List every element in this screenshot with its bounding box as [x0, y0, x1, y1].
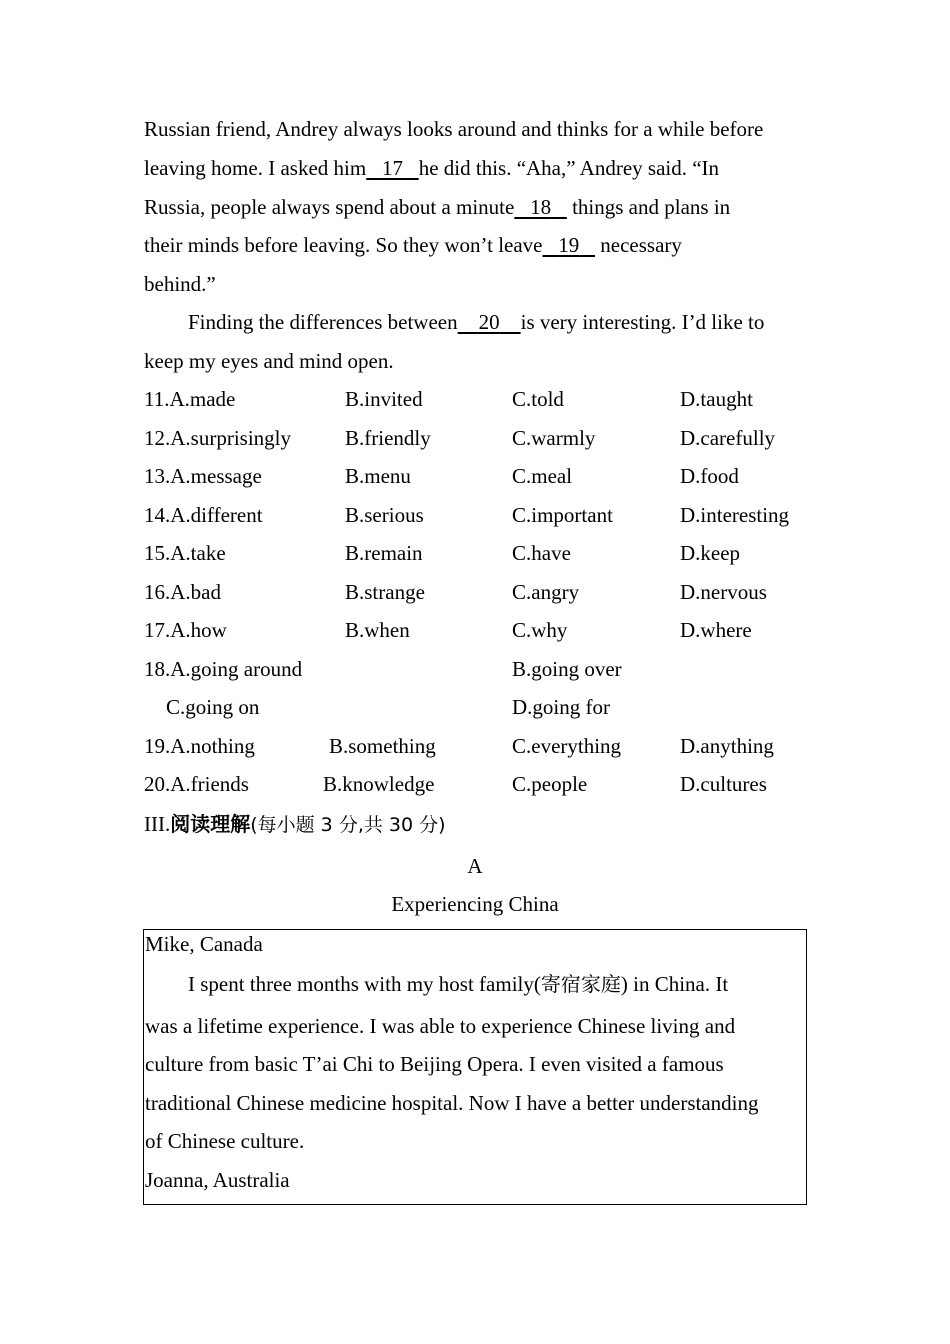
option-a: 20.A.friends [144, 772, 249, 796]
passage-title: Experiencing China [391, 892, 559, 916]
author-header-mike: Mike, Canada [145, 932, 263, 956]
option-c: C.everything [512, 734, 622, 758]
option-d: D.anything [680, 734, 774, 758]
option-c: C.angry [512, 580, 580, 604]
option-b: B.remain [345, 541, 423, 565]
passage-line-7: keep my eyes and mind open. [144, 349, 394, 373]
option-b: B.knowledge [323, 772, 435, 796]
box-text-chinese: 寄宿家庭 [540, 972, 621, 996]
option-a: 19.A.nothing [144, 734, 255, 758]
passage-text: he did this. “Aha,” Andrey said. “In [418, 156, 720, 180]
passage-text: leaving home. I asked him [144, 156, 367, 180]
passage-text: is very interesting. I’d like to [520, 310, 765, 334]
option-d: D.where [680, 618, 752, 642]
part-label: A [467, 854, 483, 878]
author-header-joanna: Joanna, Australia [145, 1168, 290, 1192]
mike-line-4: traditional Chinese medicine hospital. Now I have a better understanding [145, 1091, 759, 1115]
option-b: B.friendly [345, 426, 431, 450]
section-heading [144, 812, 446, 837]
section-number: III. [144, 812, 171, 836]
option-a: 11.A.made [144, 387, 236, 411]
option-d: D.carefully [680, 426, 776, 450]
passage-line-4 [144, 233, 682, 257]
option-a: 14.A.different [144, 503, 263, 527]
passage-line-2 [144, 156, 719, 180]
option-b: B.serious [345, 503, 424, 527]
blank-19 [543, 233, 596, 257]
mike-line-1 [188, 972, 728, 996]
passage-line-5: behind.” [144, 272, 216, 296]
blank-18 [514, 195, 567, 219]
option-c: C.told [512, 387, 564, 411]
option-a: 18.A.going around [144, 657, 303, 681]
box-text: I spent three months with my host family( [188, 972, 541, 996]
blank-17 [366, 156, 419, 180]
section-score: (每小题 3 分,共 30 分) [250, 814, 446, 836]
option-d: D.keep [680, 541, 741, 565]
passage-line-3 [144, 195, 730, 219]
passage-text: Finding the differences between [188, 310, 458, 334]
option-b: B.when [345, 618, 410, 642]
option-b: B.something [329, 734, 436, 758]
option-a: 17.A.how [144, 618, 227, 642]
option-c: C.people [512, 772, 588, 796]
mike-line-3: culture from basic T’ai Chi to Beijing Opera. I even visited a famous [145, 1052, 724, 1076]
option-c: C.have [512, 541, 571, 565]
passage-text: their minds before leaving. So they won’t leave [144, 233, 543, 257]
option-d: D.food [680, 464, 739, 488]
option-d: D.going for [512, 695, 610, 719]
option-b: B.menu [345, 464, 411, 488]
option-b: B.invited [345, 387, 423, 411]
blank-number: 17 [381, 156, 403, 180]
blank-number: 19 [558, 233, 580, 257]
option-a: 12.A.surprisingly [144, 426, 291, 450]
mike-line-5: of Chinese culture. [145, 1129, 305, 1153]
blank-number: 18 [530, 195, 552, 219]
option-a: 15.A.take [144, 541, 226, 565]
option-a: 16.A.bad [144, 580, 221, 604]
option-d: D.interesting [680, 503, 790, 527]
mike-line-2: was a lifetime experience. I was able to experience Chinese living and [145, 1014, 736, 1038]
option-b: B.going over [512, 657, 622, 681]
reading-box [143, 929, 807, 1205]
option-c: C.important [512, 503, 613, 527]
passage-line-6 [188, 310, 764, 334]
passage-text: things and plans in [566, 195, 731, 219]
option-d: D.taught [680, 387, 753, 411]
option-c: C.going on [166, 695, 260, 719]
option-c: C.why [512, 618, 568, 642]
section-title: 阅读理解 [170, 812, 251, 836]
blank-20 [458, 310, 521, 334]
blank-number: 20 [478, 310, 500, 334]
box-text: ) in China. It [620, 972, 729, 996]
passage-line-1: Russian friend, Andrey always looks around and thinks for a while before [144, 117, 764, 141]
option-a: 13.A.message [144, 464, 262, 488]
passage-text: Russia, people always spend about a minute [144, 195, 515, 219]
option-c: C.warmly [512, 426, 596, 450]
option-d: D.cultures [680, 772, 767, 796]
option-b: B.strange [345, 580, 425, 604]
passage-text: necessary [595, 233, 682, 257]
option-c: C.meal [512, 464, 573, 488]
option-d: D.nervous [680, 580, 767, 604]
